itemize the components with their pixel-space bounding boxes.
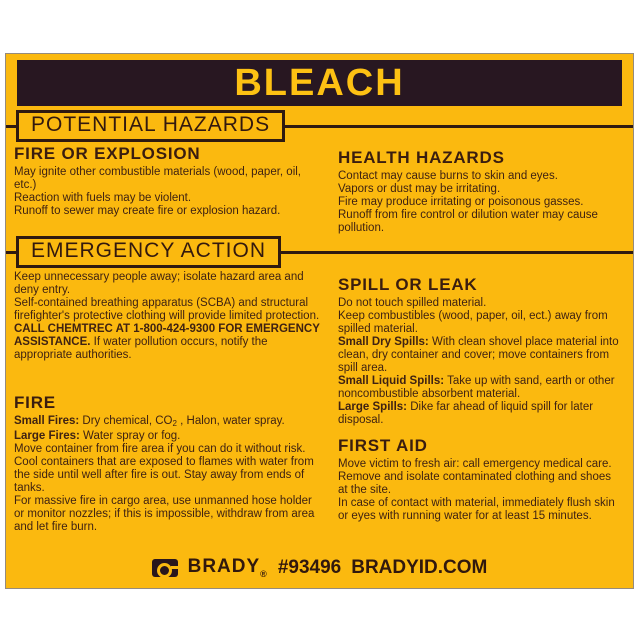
paragraph: Small Liquid Spills: Take up with sand, earth or other noncombustible absorbent material. [338,375,615,400]
brady-ring-icon [157,563,172,578]
hazards-columns [6,144,633,232]
paragraph: Remove and isolate contaminated clothing and shoes at the site. [338,471,611,496]
paragraph: May ignite other combustible materials (wood, paper, oil, etc.) [14,166,302,191]
paragraph: Reaction with fuels may be violent. [14,192,192,204]
emergency-left-column [14,271,322,534]
emergency-action-title: EMERGENCY ACTION [16,236,281,268]
header-rule-right [285,125,633,128]
website: BRADYID.COM [351,556,488,578]
paragraph: Runoff from fire control or dilution water may cause pollution. [338,209,598,234]
fire-body [14,415,322,534]
emergency-action-header [6,236,633,268]
brady-notch-icon [171,566,178,569]
footer [6,556,633,579]
potential-hazards-title: POTENTIAL HAZARDS [16,110,285,142]
paragraph: Move container from fire area if you can do it without risk. [14,443,306,455]
emergency-columns [6,271,633,534]
paragraph: For massive fire in cargo area, use unmanned hose holder or monitor nozzles; if this is impossible, withdraw from area and let fire burn. [14,495,315,533]
registered-mark: ® [260,569,268,579]
paragraph: Fire may produce irritating or poisonous gasses. [338,196,584,208]
paragraph: Large Fires: Water spray or fog. [14,430,181,442]
emergency-right-column [338,271,623,534]
brady-target-icon [152,559,178,577]
health-hazards-heading: HEALTH HAZARDS [338,148,505,167]
header-rule-left [6,125,16,128]
potential-hazards-header [6,110,633,142]
spill-or-leak-body [338,297,623,427]
paragraph: CALL CHEMTREC AT 1-800-424-9300 FOR EMERGENCY ASSISTANCE. If water pollution occurs, notify the appropriate authorities. [14,323,320,361]
paragraph: Cool containers that are exposed to flames with water from the side until well after fire is out. Stay away from ends of tanks. [14,456,314,494]
paragraph: Move victim to fresh air: call emergency medical care. [338,458,612,470]
paragraph: Small Fires: Dry chemical, $CO_2$ , Halon, water spray. [14,415,285,428]
label-title: BLEACH [234,61,405,104]
fire-or-explosion-section [14,144,322,235]
first-aid-heading: FIRST AID [338,436,428,455]
fire-or-explosion-heading: FIRE OR EXPLOSION [14,144,201,163]
part-number: #93496 [277,556,342,578]
header-rule-right [281,251,633,254]
paragraph: Runoff to sewer may create fire or explosion hazard. [14,205,281,217]
emergency-action-body [14,271,322,362]
paragraph: Do not touch spilled material. [338,297,487,309]
paragraph: Contact may cause burns to skin and eyes. [338,170,558,182]
bleach-hazard-label [5,53,634,589]
paragraph: Small Dry Spills: With clean shovel place material into clean, dry container and cover; move containers from spill area. [338,336,619,374]
spill-or-leak-heading: SPILL OR LEAK [338,275,478,294]
paragraph: Vapors or dust may be irritating. [338,183,501,195]
paragraph: In case of contact with material, immediately flush skin or eyes with running water for at least 15 minutes. [338,497,615,522]
paragraph: Keep unnecessary people away; isolate hazard area and deny entry. [14,271,304,296]
title-banner [17,60,622,106]
header-rule-left [6,251,16,254]
first-aid-body [338,458,623,523]
paragraph: Keep combustibles (wood, paper, oil, ect.) away from spilled material. [338,310,608,335]
fire-or-explosion-body [14,166,322,218]
health-hazards-body [338,170,623,235]
paragraph: Large Spills: Dike far ahead of liquid spill for later disposal. [338,401,594,426]
paragraph: Self-contained breathing apparatus (SCBA) and structural firefighter's protective clothing will provide limited protection. [14,297,320,322]
fire-heading: FIRE [14,393,56,412]
health-hazards-section [338,144,623,235]
brand-name: $BRADY_®$ [187,556,268,579]
